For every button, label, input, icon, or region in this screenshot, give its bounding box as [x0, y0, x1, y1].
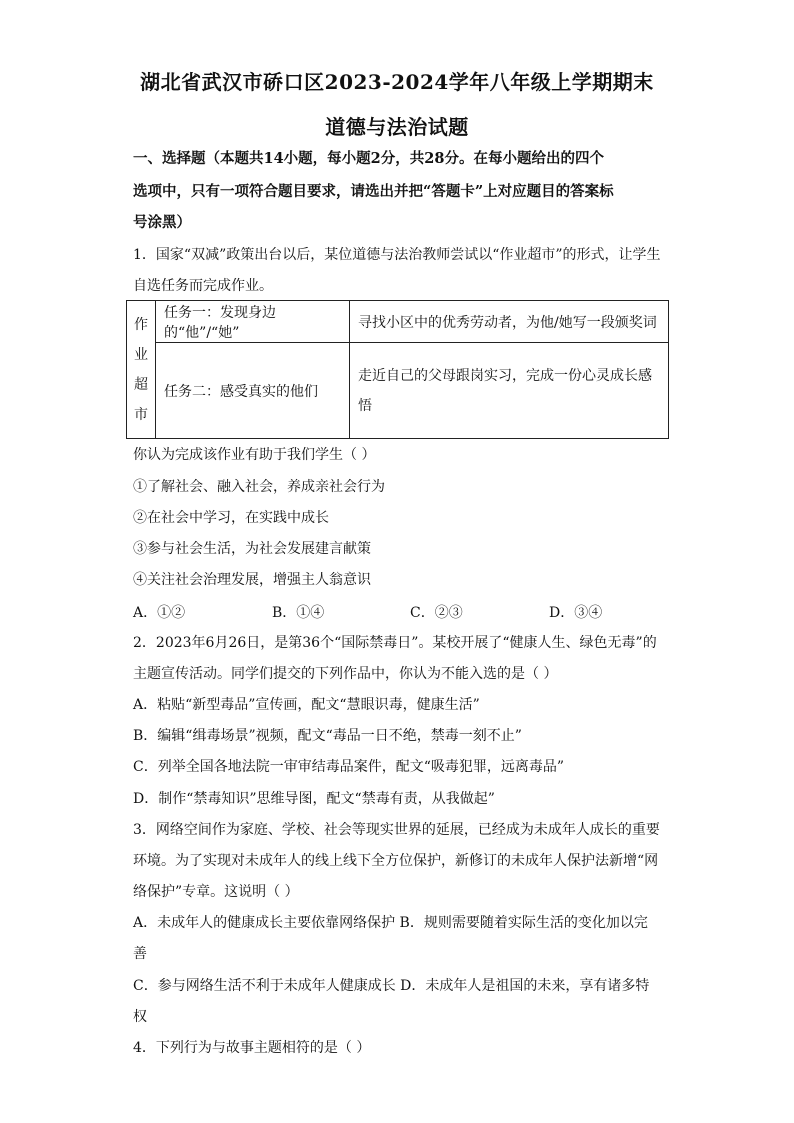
option-c-d[interactable]: C．参与网络生活不利于未成年人健康成长 D．未成年人是祖国的未来，享有诸多特 [133, 978, 650, 994]
table-cell-task: 任务一：发现身边的“他”/“她” [156, 301, 350, 343]
table-side-label: 作 业 超 市 [127, 301, 156, 439]
option-b[interactable]: B．①④ [272, 605, 325, 621]
question-4-stem: 4．下列行为与故事主题相符的是（ ） [133, 1040, 371, 1056]
question-1-prompt: 你认为完成该作业有助于我们学生（ ） [133, 447, 376, 463]
question-1-stem: 自选任务而完成作业。 [133, 278, 273, 294]
list-item: ③参与社会生活，为社会发展建言献策 [133, 541, 371, 557]
list-item: ④关注社会治理发展，增强主人翁意识 [133, 572, 371, 588]
question-1-stem: 1．国家“双减”政策出台以后，某位道德与法治教师尝试以“作业超市”的形式，让学生 [133, 247, 661, 263]
page-title: 湖北省武汉市硚口区2023-2024学年八年级上学期期末 [140, 70, 654, 94]
option-a-b[interactable]: A．未成年人的健康成长主要依靠网络保护 B．规则需要随着实际生活的变化加以完 [133, 915, 648, 931]
page-subtitle: 道德与法治试题 [325, 115, 469, 139]
question-1-options [133, 602, 673, 622]
list-item: ①了解社会、融入社会，养成亲社会行为 [133, 479, 385, 495]
option-c[interactable]: C．列举全国各地法院一审审结毒品案件，配文“吸毒犯罪，远离毒品” [133, 759, 565, 775]
table-cell-task: 任务二：感受真实的他们 [156, 343, 350, 439]
question-2-stem: 主题宣传活动。同学们提交的下列作品中，你认为不能入选的是（ ） [133, 666, 558, 682]
option-a[interactable]: A．①② [133, 605, 186, 621]
table-cell-content: 走近自己的父母跟岗实习，完成一份心灵成长感 悟 [350, 343, 669, 439]
question-3-stem: 环境。为了实现对未成年人的线上线下全方位保护，新修订的未成年人保护法新增“网 [133, 853, 659, 869]
homework-supermarket-table [126, 300, 669, 439]
question-2-stem: 2．2023年6月26日，是第36个“国际禁毒日”。某校开展了“健康人生、绿色无毒”的 [133, 635, 657, 651]
question-3-stem: 3．网络空间作为家庭、学校、社会等现实世界的延展，已经成为未成年人成长的重要 [133, 822, 660, 838]
option-c[interactable]: C．②③ [410, 605, 463, 621]
table-cell-content: 寻找小区中的优秀劳动者，为他/她写一段颁奖词 [350, 301, 669, 343]
option-b-continued: 善 [133, 946, 147, 962]
section-instruction: 选项中，只有一项符合题目要求，请选出并把“答题卡”上对应题目的答案标 [133, 183, 614, 200]
option-b[interactable]: B．编辑“缉毒场景”视频，配文“毒品一日不绝，禁毒一刻不止” [133, 728, 522, 744]
section-instruction: 号涂黑） [133, 214, 191, 231]
option-d[interactable]: D．③④ [549, 605, 603, 621]
option-a[interactable]: A．粘贴“新型毒品”宣传画，配文“慧眼识毒，健康生活” [133, 697, 480, 713]
list-item: ②在社会中学习，在实践中成长 [133, 510, 329, 526]
option-d-continued: 权 [133, 1009, 147, 1025]
option-d[interactable]: D．制作“禁毒知识”思维导图，配文“禁毒有责，从我做起” [133, 791, 495, 807]
question-3-stem: 络保护”专章。这说明（ ） [133, 884, 299, 900]
section-instruction: 一、选择题（本题共14小题，每小题2分，共28分。在每小题给出的四个 [133, 150, 604, 167]
